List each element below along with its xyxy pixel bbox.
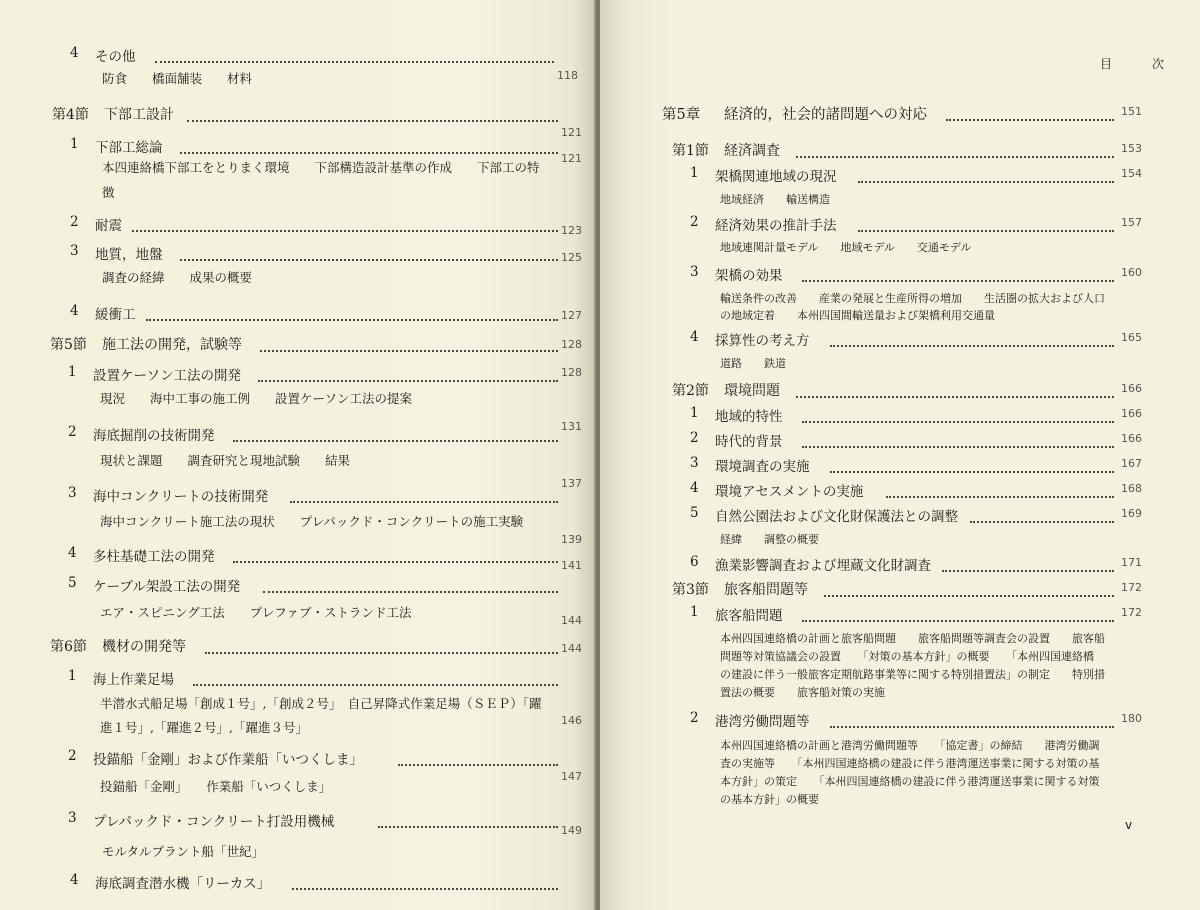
dot-leader (378, 810, 558, 828)
dot-leader (886, 480, 1114, 498)
toc-subitems: の基本方針」の概要 (720, 793, 819, 806)
dot-leader (146, 303, 558, 321)
toc-entry-title: 環境調査の実施 (715, 459, 810, 475)
toc-entry-number: 5 (690, 505, 699, 521)
toc-entry-title: 漁業影響調査および埋蔵文化財調査 (715, 558, 931, 574)
toc-entry-number: 4 (68, 545, 77, 561)
dot-leader (180, 243, 558, 261)
toc-entry-page: 123 (561, 224, 582, 237)
dot-leader (205, 636, 558, 654)
toc-entry-number: 3 (690, 264, 699, 280)
dot-leader (802, 264, 1114, 282)
toc-entry-page: 137 (561, 477, 582, 490)
dot-leader (193, 668, 558, 686)
toc-entry-title: 下部工設計 (104, 107, 174, 123)
toc-entry-page: 121 (561, 126, 582, 139)
toc-entry-page: 153 (1121, 142, 1142, 155)
toc-entry-number: 第5節 (50, 337, 87, 353)
toc-entry-page: 151 (1121, 105, 1142, 118)
dot-leader (824, 579, 1114, 597)
toc-entry-page: 157 (1121, 216, 1142, 229)
toc-entry-page: 128 (561, 366, 582, 379)
right-page (600, 0, 1200, 910)
toc-entry-number: 6 (690, 554, 699, 570)
dot-leader (970, 505, 1114, 523)
toc-entry-number: 2 (690, 430, 699, 446)
toc-entry-page: 154 (1121, 167, 1142, 180)
toc-entry-title: 地質，地盤 (95, 247, 163, 263)
toc-entry-page: 118 (557, 69, 578, 82)
toc-subitems: 本四連絡橋下部工をとりまく環境 下部構造設計基準の作成 下部工の特 (102, 160, 540, 175)
toc-entry-title: 経済効果の推計手法 (715, 218, 837, 234)
toc-entry-title: 時代的背景 (715, 434, 783, 450)
toc-subitems: 道路 鉄道 (720, 357, 786, 370)
toc-entry-page: 144 (561, 642, 582, 655)
dot-leader (802, 405, 1114, 423)
toc-entry-title: 自然公園法および文化財保護法との調整 (715, 509, 958, 525)
toc-entry-title: 施工法の開発，試験等 (102, 337, 242, 353)
toc-subitems: 現状と課題 調査研究と現地試験 結果 (100, 453, 351, 468)
toc-entry-title: 環境問題 (724, 383, 780, 399)
toc-entry-title: 下部工総論 (95, 140, 163, 156)
toc-entry-page: 172 (1121, 606, 1142, 619)
toc-entry-title: 緩衝工 (95, 307, 136, 323)
dot-leader (132, 214, 558, 232)
dot-leader (830, 329, 1114, 347)
toc-entry-page: 144 (561, 614, 582, 627)
toc-entry-number: 第5章 (662, 107, 701, 123)
toc-entry-title: 架橋の効果 (715, 268, 783, 284)
toc-entry-number: 3 (690, 455, 699, 471)
toc-subitems: 投錨船「金剛」 作業船「いつくしま」 (100, 779, 332, 794)
toc-entry-page: 166 (1121, 382, 1142, 395)
dot-leader (398, 748, 558, 766)
toc-entry-number: 2 (690, 214, 699, 230)
toc-entry-number: 1 (690, 604, 699, 620)
dot-leader (942, 554, 1114, 572)
toc-entry-page: 121 (561, 152, 582, 165)
dot-leader (187, 104, 558, 122)
toc-entry-title: 港湾労働問題等 (715, 714, 810, 730)
toc-entry-page: 180 (1121, 712, 1142, 725)
toc-subitems: 本方針」の策定 「本州四国連絡橋の建設に伴う港湾運送事業に関する対策 (720, 775, 1100, 788)
page-number: v (1125, 818, 1133, 832)
toc-entry-title: 地域的特性 (715, 409, 783, 425)
toc-subitems: 進１号」,「躍進２号」,「躍進３号」 (100, 720, 308, 735)
dot-leader (233, 424, 558, 442)
dot-leader (796, 140, 1114, 158)
toc-entry-page: 165 (1121, 331, 1142, 344)
toc-entry-title: 多柱基礎工法の開発 (93, 549, 215, 565)
toc-entry-title: 耐震 (95, 218, 122, 234)
toc-subitems: エア・スピニング工法 プレファブ・ストランド工法 (100, 605, 412, 620)
toc-subitems: 経緯 調整の概要 (720, 533, 819, 546)
toc-entry-title: 海底調査潜水機「リーカス」 (95, 876, 271, 892)
toc-entry-page: 147 (561, 770, 582, 783)
dot-leader (180, 136, 558, 154)
dot-leader (802, 604, 1114, 622)
toc-entry-page: 168 (1121, 482, 1142, 495)
toc-entry-number: 2 (70, 214, 79, 230)
dot-leader (802, 430, 1114, 448)
toc-entry-number: 2 (68, 424, 77, 440)
toc-entry-title: ケーブル架設工法の開発 (93, 579, 241, 595)
toc-entry-title: 旅客船問題等 (724, 582, 808, 598)
dot-leader (290, 485, 558, 503)
toc-entry-page: 160 (1121, 266, 1142, 279)
toc-entry-title: 環境アセスメントの実施 (715, 484, 864, 500)
toc-subitems: 徴 (102, 185, 115, 200)
toc-entry-page: 131 (561, 420, 582, 433)
toc-entry-page: 169 (1121, 507, 1142, 520)
toc-entry-title: 設置ケーソン工法の開発 (93, 368, 241, 384)
toc-entry-page: 149 (561, 824, 582, 837)
toc-entry-title: その他 (95, 49, 136, 65)
toc-subitems: 調査の経緯 成果の概要 (102, 270, 253, 285)
left-page (0, 0, 597, 910)
dot-leader (858, 214, 1114, 232)
toc-entry-title: プレパックド・コンクリート打設用機械 (93, 814, 335, 830)
dot-leader (858, 165, 1114, 183)
dot-leader (830, 710, 1114, 728)
toc-entry-number: 4 (690, 329, 699, 345)
toc-subitems: 輸送条件の改善 産業の発展と生産所得の増加 生活圏の拡大および人口 (720, 292, 1105, 305)
toc-entry-number: 1 (70, 136, 79, 152)
dot-leader (258, 364, 558, 382)
toc-entry-number: 4 (690, 480, 699, 496)
toc-entry-number: 第3節 (672, 582, 709, 598)
toc-entry-title: 海底掘削の技術開発 (93, 428, 215, 444)
toc-subitems: 地域連関計量モデル 地域モデル 交通モデル (720, 241, 972, 254)
dot-leader (233, 545, 558, 563)
toc-entry-page: 127 (561, 309, 582, 322)
toc-entry-title: 旅客船問題 (715, 608, 783, 624)
toc-subitems: 問題等対策協議会の設置 「対策の基本方針」の概要 「本州四国連絡橋 (720, 650, 1094, 663)
dot-leader (292, 872, 558, 890)
dot-leader (155, 45, 554, 63)
dot-leader (796, 380, 1114, 398)
toc-subitems: 海中コンクリート施工法の現状 プレパックド・コンクリートの施工実験 (100, 514, 524, 529)
toc-entry-page: 167 (1121, 457, 1142, 470)
toc-entry-number: 1 (68, 364, 77, 380)
toc-subitems: モルタルプラント船「世紀」 (102, 844, 265, 859)
toc-entry-number: 1 (68, 668, 77, 684)
toc-entry-page: 172 (1121, 581, 1142, 594)
toc-entry-number: 第1節 (672, 143, 709, 159)
running-header: 目 次 (1100, 57, 1179, 71)
toc-entry-title: 採算性の考え方 (715, 333, 810, 349)
toc-entry-page: 139 (561, 533, 582, 546)
toc-entry-page: 125 (561, 251, 582, 264)
toc-entry-page: 128 (561, 338, 582, 351)
dot-leader (830, 455, 1114, 473)
toc-entry-page: 141 (561, 559, 582, 572)
toc-subitems: 本州四国連絡橋の計画と旅客船問題 旅客船問題等調査会の設置 旅客船 (720, 632, 1105, 645)
toc-entry-number: 4 (70, 872, 79, 888)
toc-subitems: の建設に伴う一般旅客定期航路事業等に関する特別措置法」の制定 特別措 (720, 668, 1105, 681)
dot-leader (263, 575, 558, 593)
toc-entry-title: 投錨船「金剛」および作業船「いつくしま」 (93, 752, 363, 768)
toc-entry-title: 海上作業足場 (93, 672, 174, 688)
toc-entry-number: 3 (68, 485, 77, 501)
toc-entry-page: 146 (561, 714, 582, 727)
toc-entry-number: 4 (70, 45, 79, 61)
toc-entry-title: 機材の開発等 (102, 639, 186, 655)
toc-entry-title: 経済的，社会的諸問題への対応 (724, 107, 927, 123)
toc-subitems: 査の実施等 「本州四国連絡橋の建設に伴う港湾運送事業に関する対策の基 (720, 757, 1100, 770)
toc-entry-title: 海中コンクリートの技術開発 (93, 489, 269, 505)
toc-entry-number: 3 (70, 243, 79, 259)
toc-subitems: 防食 橋面舗装 材料 (102, 71, 253, 86)
toc-subitems: 半潜水式船足場「創成１号」,「創成２号」 自己昇降式作業足場（ＳＥＰ）「躍 (100, 696, 542, 711)
toc-entry-number: 1 (690, 405, 699, 421)
toc-subitems: 地域経済 輸送構造 (720, 193, 830, 206)
toc-subitems: 本州四国連絡橋の計画と港湾労働問題等 「協定書」の締結 港湾労働調 (720, 739, 1100, 752)
toc-subitems: 現況 海中工事の施工例 設置ケーソン工法の提案 (100, 391, 413, 406)
toc-entry-number: 2 (68, 748, 77, 764)
toc-entry-title: 架橋関連地域の現況 (715, 169, 837, 185)
toc-entry-page: 166 (1121, 432, 1142, 445)
toc-entry-number: 5 (68, 575, 77, 591)
dot-leader (260, 334, 558, 352)
toc-entry-number: 第4節 (52, 107, 89, 123)
toc-subitems: の地域定着 本州四国間輸送量および架橋利用交通量 (720, 309, 995, 322)
toc-entry-number: 4 (70, 303, 79, 319)
toc-entry-page: 166 (1121, 407, 1142, 420)
toc-entry-title: 経済調査 (724, 143, 780, 159)
dot-leader (946, 103, 1114, 121)
toc-entry-number: 2 (690, 710, 699, 726)
toc-entry-number: 第2節 (672, 383, 709, 399)
toc-subitems: 置法の概要 旅客船対策の実施 (720, 686, 885, 699)
toc-entry-number: 第6節 (50, 639, 87, 655)
toc-entry-number: 1 (690, 165, 699, 181)
toc-entry-number: 3 (68, 810, 77, 826)
toc-entry-page: 171 (1121, 556, 1142, 569)
